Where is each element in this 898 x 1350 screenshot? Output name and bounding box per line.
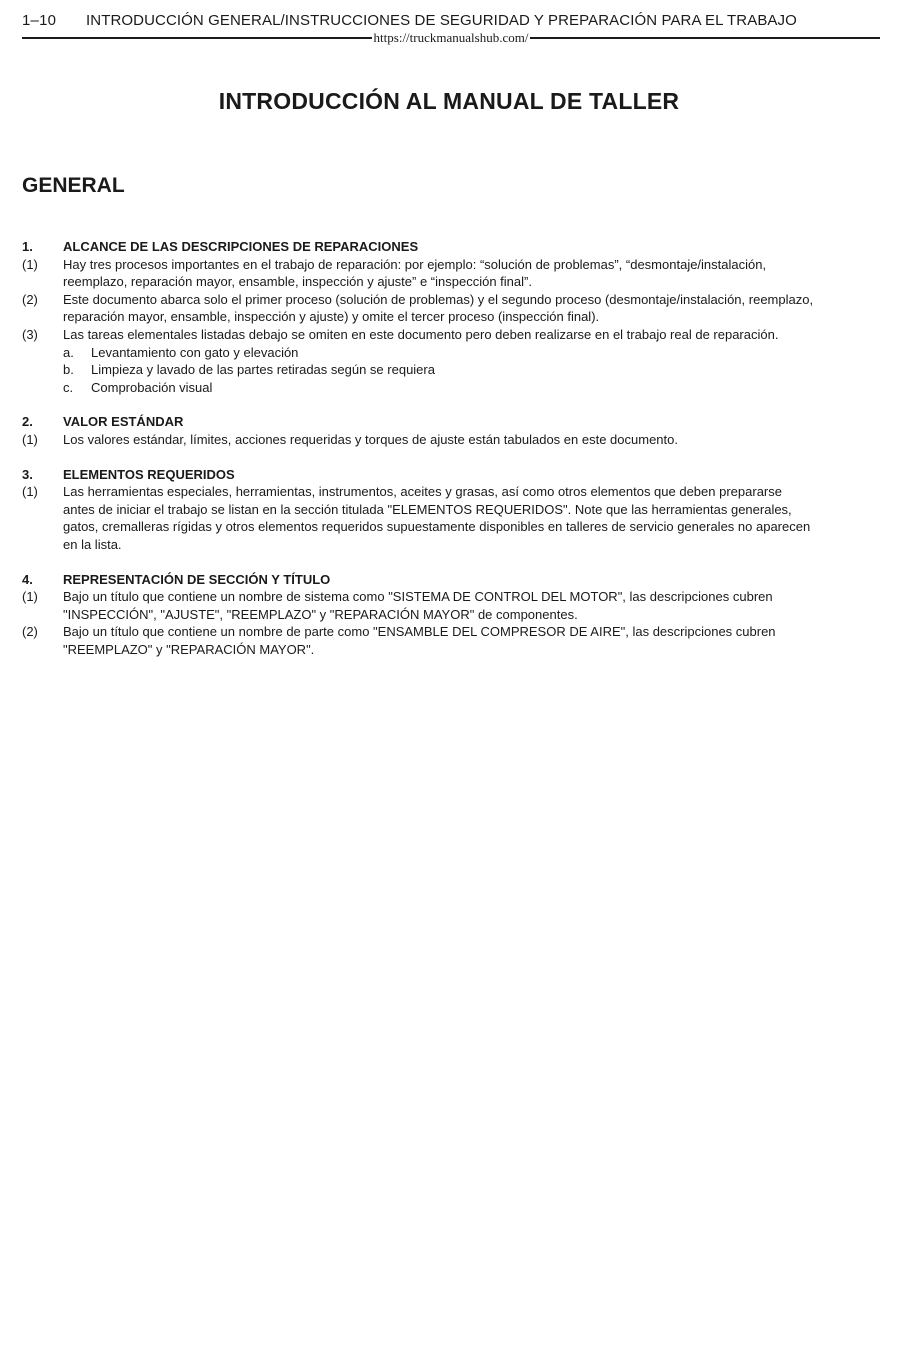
- item-line: "INSPECCIÓN", "AJUSTE", "REEMPLAZO" y "REPARACIÓN MAYOR" de componentes.: [63, 606, 578, 622]
- sub-item-text: Levantamiento con gato y elevación: [91, 344, 299, 360]
- topic-heading: [22, 413, 882, 431]
- item-line: "REEMPLAZO" y "REPARACIÓN MAYOR".: [63, 641, 315, 657]
- list-item: [22, 291, 882, 326]
- list-item: [22, 431, 882, 449]
- list-item: [22, 623, 882, 658]
- sub-item: [22, 344, 882, 362]
- watermark-url-text: https://truckmanualshub.com/: [373, 30, 529, 45]
- item-label: (1): [22, 484, 38, 500]
- item-line: Hay tres procesos importantes en el trabajo de reparación: por ejemplo: “solución de problemas”, “desmontaje/instalación,: [63, 256, 767, 272]
- item-label: (2): [22, 624, 38, 640]
- item-label: (1): [22, 256, 38, 272]
- main-title: INTRODUCCIÓN AL MANUAL DE TALLER: [218, 88, 680, 114]
- topic-heading-text: VALOR ESTÁNDAR: [63, 414, 184, 430]
- sub-item-letter: c.: [63, 379, 74, 395]
- page-header: [22, 10, 880, 45]
- item-line: reemplazo, reparación mayor, ensamble, inspección y ajuste” e “inspección final”.: [63, 274, 532, 290]
- document-body: [22, 238, 882, 675]
- list-item: [22, 483, 882, 553]
- item-line: en la lista.: [63, 536, 122, 552]
- topic-number: 4.: [22, 571, 33, 587]
- topic-heading-text: ALCANCE DE LAS DESCRIPCIONES DE REPARACIONES: [63, 239, 419, 254]
- topic-heading-text: REPRESENTACIÓN DE SECCIÓN Y TÍTULO: [63, 571, 331, 587]
- topic-heading-text: ELEMENTOS REQUERIDOS: [63, 466, 235, 482]
- item-label: (3): [22, 326, 38, 342]
- page-number: 1–10: [22, 12, 57, 29]
- list-item: [22, 256, 882, 291]
- topic-heading: [22, 466, 882, 484]
- sub-item-letter: b.: [63, 362, 74, 378]
- item-line: Bajo un título que contiene un nombre de parte como "ENSAMBLE DEL COMPRESOR DE AIRE", las descripciones cubren: [63, 624, 776, 640]
- sub-item-letter: a.: [63, 344, 74, 360]
- topic-heading: [22, 238, 882, 256]
- item-line: Los valores estándar, límites, acciones requeridas y torques de ajuste están tabulados en este documento.: [63, 431, 678, 447]
- item-label: (1): [22, 431, 38, 447]
- item-text: [63, 483, 882, 553]
- topic-number: 1.: [22, 239, 33, 254]
- topic: [22, 413, 882, 448]
- item-line: Bajo un título que contiene un nombre de sistema como "SISTEMA DE CONTROL DEL MOTOR", las descripciones cubren: [63, 589, 773, 605]
- sub-item-text: Comprobación visual: [91, 379, 213, 395]
- item-line: gatos, cremalleras rígidas y otros elementos requeridos supuestamente disponibles en talleres de servicio generales no aparecen: [63, 519, 811, 535]
- item-text: [63, 431, 882, 449]
- item-text: [63, 326, 882, 344]
- topic: [22, 466, 882, 554]
- topic: [22, 238, 882, 396]
- item-line: Las herramientas especiales, herramientas, instrumentos, aceites y grasas, así como otros elementos que deben prepararse: [63, 484, 782, 500]
- sub-item-text: Limpieza y lavado de las partes retiradas según se requiera: [91, 362, 435, 378]
- item-text: [63, 291, 882, 326]
- list-item: [22, 326, 882, 344]
- item-label: (2): [22, 291, 38, 307]
- item-text: [63, 256, 882, 291]
- topic-number: 2.: [22, 414, 33, 430]
- watermark-url: [22, 30, 880, 46]
- sub-item: [22, 379, 882, 397]
- item-line: reparación mayor, ensamble, inspección y ajuste) y omite el tercer proceso (inspección final).: [63, 309, 600, 325]
- item-text: [63, 623, 882, 658]
- sub-item: [22, 361, 882, 379]
- item-line: Este documento abarca solo el primer proceso (solución de problemas) y el segundo proceso (desmontaje/instalación, reemplazo,: [63, 291, 814, 307]
- list-item: [22, 588, 882, 623]
- topic: [22, 571, 882, 659]
- item-text: [63, 588, 882, 623]
- item-line: antes de iniciar el trabajo se listan en la sección titulada "ELEMENTOS REQUERIDOS". Note que las herramientas generales,: [63, 501, 792, 517]
- item-label: (1): [22, 589, 38, 605]
- topic-number: 3.: [22, 466, 33, 482]
- topic-heading: [22, 571, 882, 589]
- header-title: INTRODUCCIÓN GENERAL/INSTRUCCIONES DE SEGURIDAD Y PREPARACIÓN PARA EL TRABAJO: [86, 12, 797, 29]
- item-line: Las tareas elementales listadas debajo se omiten en este documento pero deben realizarse en el trabajo real de reparación.: [63, 326, 779, 342]
- section-title: GENERAL: [22, 174, 125, 197]
